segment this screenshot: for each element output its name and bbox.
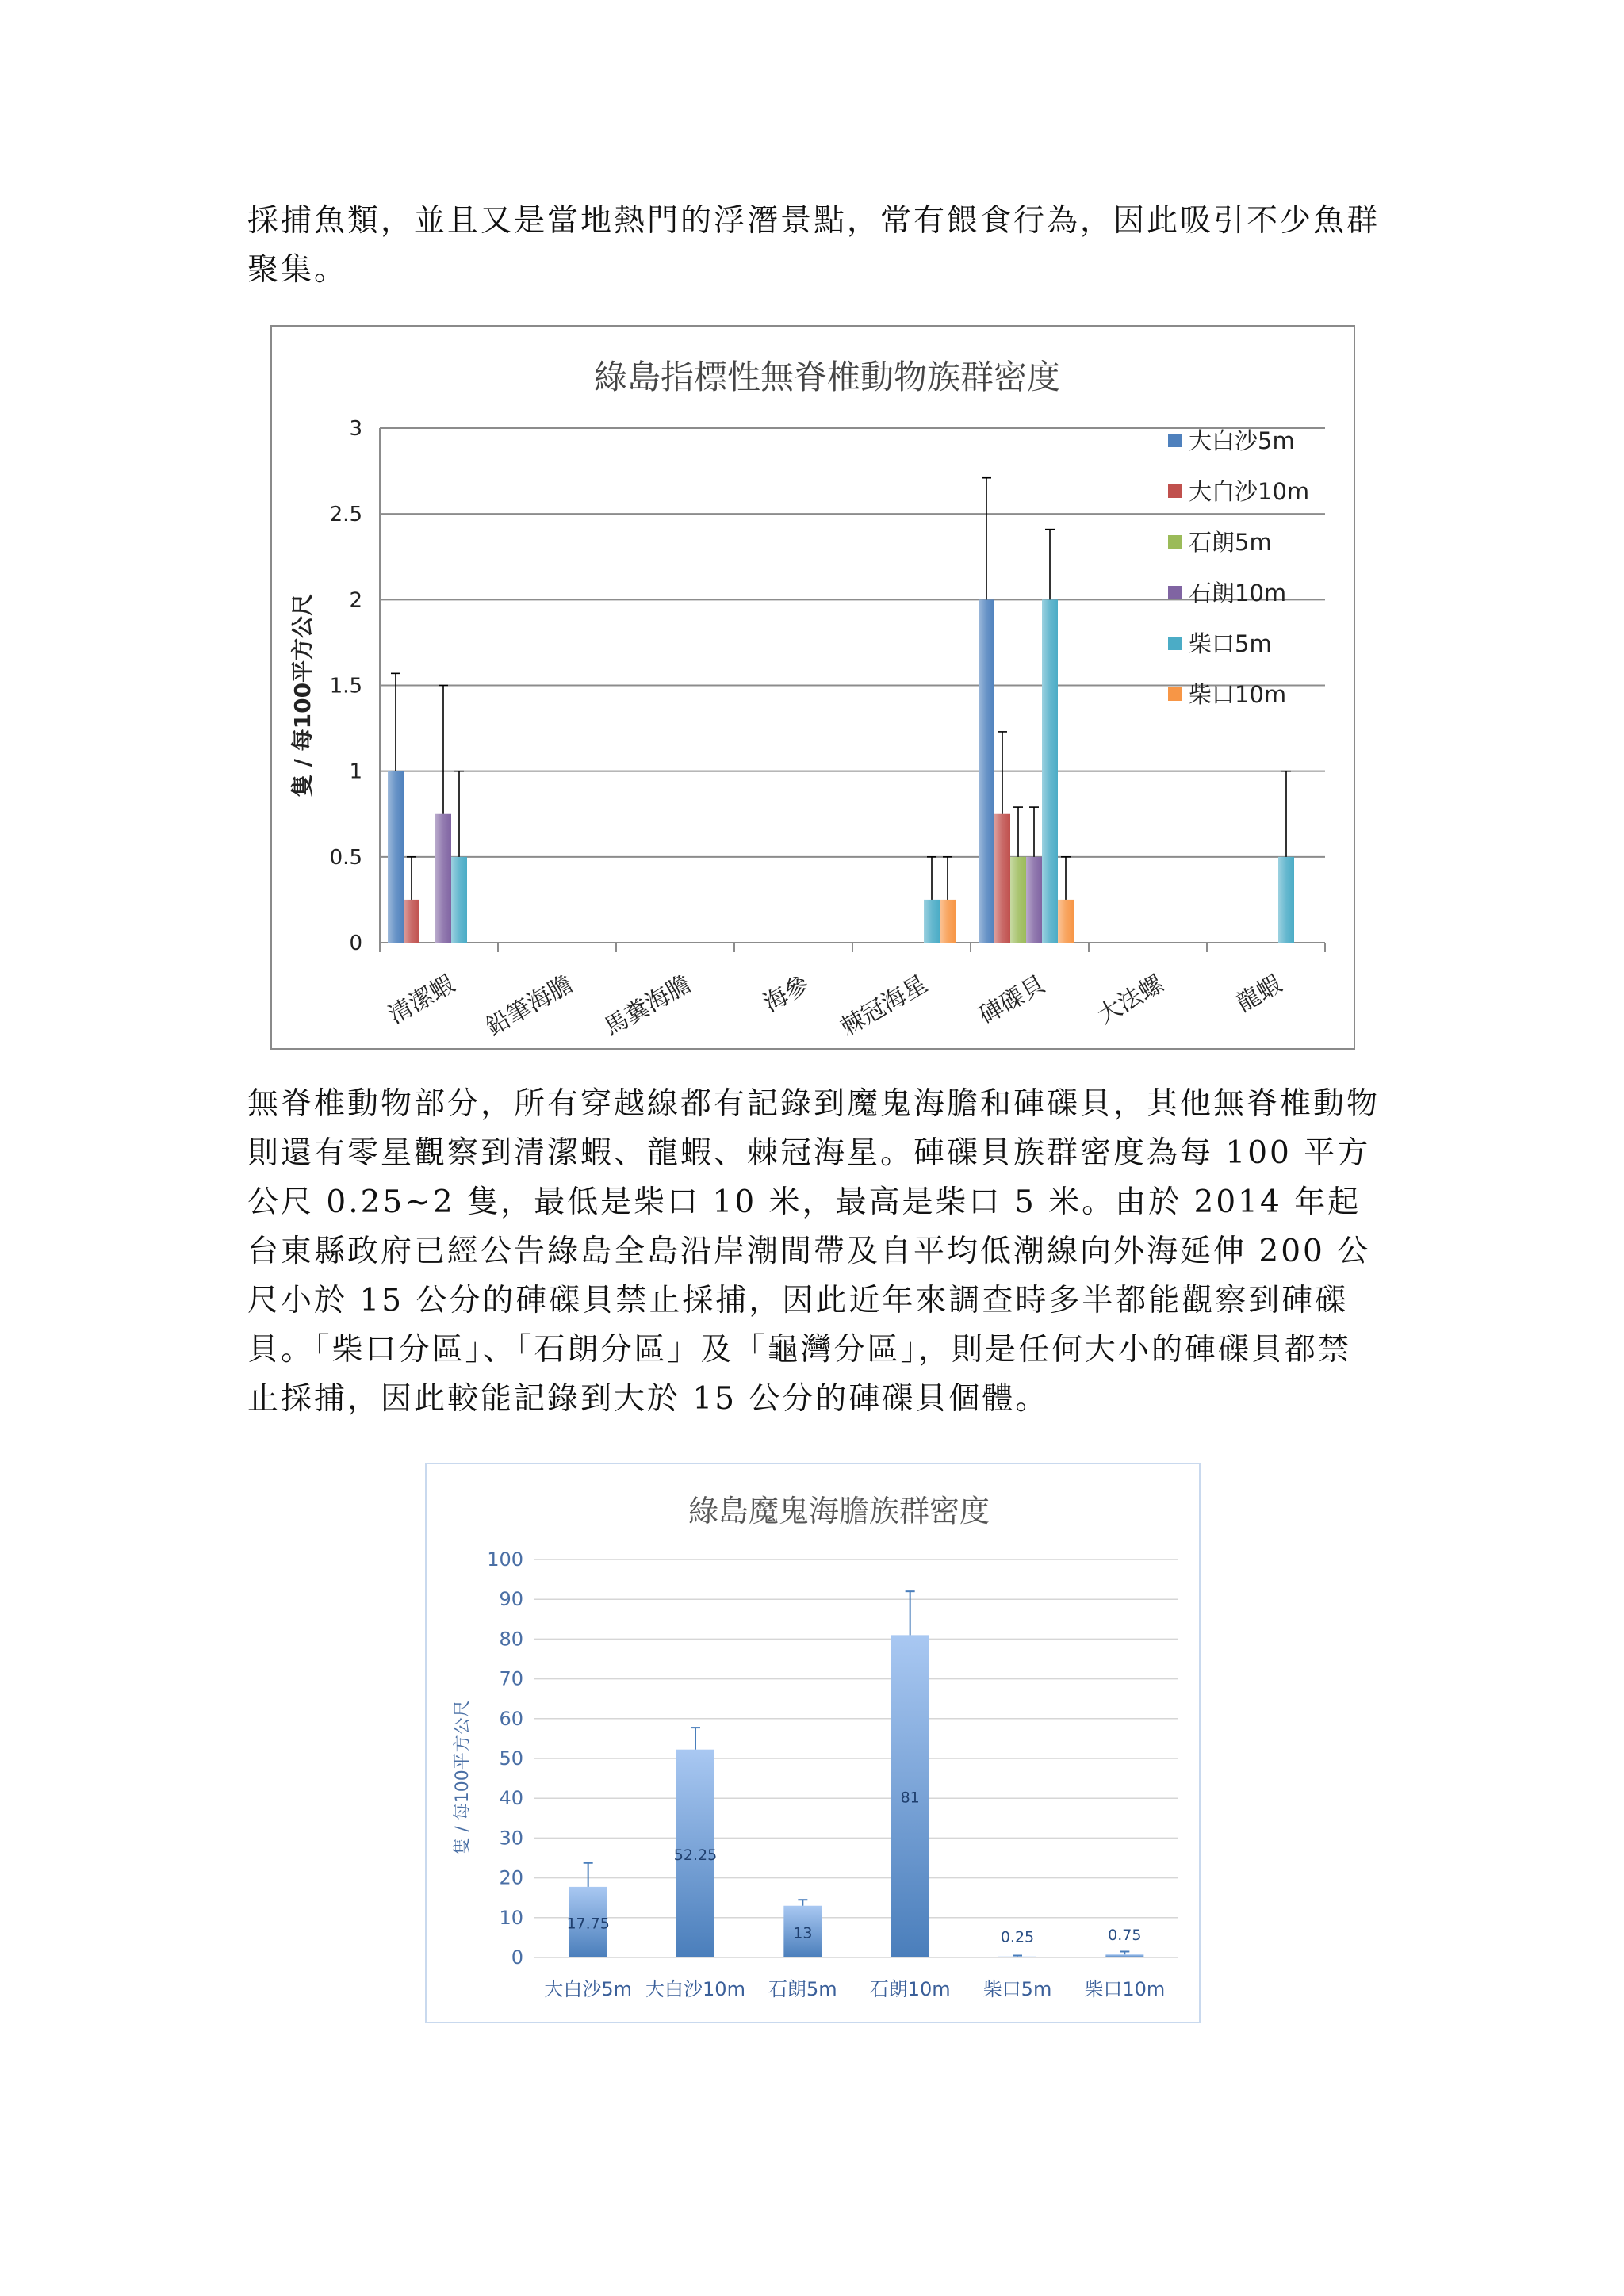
- sea-urchin-density-chart: [425, 1463, 1201, 2023]
- bar: [1058, 900, 1074, 943]
- y-tick-label: 80: [499, 1628, 523, 1651]
- legend-swatch: [1168, 586, 1182, 599]
- x-tick-labels: [544, 1978, 1165, 2000]
- data-label: 17.75: [566, 1915, 610, 1933]
- legend-label: 柴口5m: [1189, 630, 1272, 657]
- x-tick-label: 石朗5m: [768, 1978, 837, 2000]
- y-tick-label: 3: [349, 417, 362, 441]
- body-paragraph-2: 無脊椎動物部分，所有穿越線都有記錄到魔鬼海膽和硨磲貝，其他無脊椎動物則還有零星觀察到清潔蝦、龍蝦、棘冠海星。硨磲貝族群密度為每 100 平方公尺 0.25~2 隻，最低是柴口 10 米，最高是柴口 5 米。由於 2014 年起台東縣政府已經公告綠島全島沿岸潮間帶及自平均低潮線向外海延伸 200 公尺小於 15 公分的硨磲貝禁止採捕，因此近年來調查時多半都能觀察到硨磲貝。「柴口分區」、「石朗分區」及「龜灣分區」，則是任何大小的硨磲貝都禁止採捕，因此較能記錄到大於 15 公分的硨磲貝個體。: [247, 1086, 1381, 1417]
- bar-series: [388, 478, 1294, 943]
- legend-label: 石朗10m: [1189, 580, 1287, 607]
- y-tick-label: 2.5: [329, 503, 362, 527]
- y-axis-label: 隻 / 每100平方公尺: [289, 593, 316, 798]
- y-tick-label: 50: [499, 1747, 523, 1770]
- data-label: 13: [793, 1924, 813, 1942]
- chart-title: 綠島指標性無脊椎動物族群密度: [593, 358, 1061, 396]
- x-tick-label: 龍蝦: [1231, 970, 1287, 1018]
- y-tick-label: 0: [349, 932, 362, 955]
- bar: [1278, 857, 1294, 943]
- bar: [435, 814, 451, 943]
- x-tick-label: 石朗10m: [869, 1978, 951, 2000]
- invertebrate-density-chart: [270, 325, 1355, 1050]
- y-tick-label: 100: [487, 1548, 523, 1571]
- y-tick-label: 10: [499, 1906, 523, 1929]
- y-tick-label: 2: [349, 588, 362, 613]
- data-label: 0.25: [1000, 1928, 1035, 1946]
- x-tick-label: 柴口5m: [982, 1978, 1052, 2000]
- legend-label: 大白沙5m: [1189, 427, 1295, 454]
- bar: [979, 599, 994, 943]
- x-tick-label: 柴口10m: [1084, 1978, 1166, 2000]
- gridlines: [534, 1559, 1178, 1957]
- bar: [1010, 857, 1026, 943]
- x-tick-label: 大白沙10m: [645, 1978, 745, 2000]
- legend-label: 柴口10m: [1189, 681, 1287, 708]
- y-tick-label: 40: [499, 1787, 523, 1810]
- legend-swatch: [1168, 484, 1182, 498]
- bar: [940, 900, 956, 943]
- x-tick-label: 鉛筆海膽: [481, 970, 578, 1042]
- bar: [404, 900, 419, 943]
- data-label: 52.25: [673, 1846, 718, 1864]
- bar: [1026, 857, 1042, 943]
- legend-label: 石朗5m: [1189, 529, 1272, 556]
- y-tick-label: 90: [499, 1588, 523, 1611]
- sea-urchin-density-chart-svg: [427, 1464, 1199, 2022]
- x-tick-label: 海參: [759, 970, 814, 1018]
- y-tick-labels: [487, 1548, 523, 1969]
- y-tick-label: 20: [499, 1866, 523, 1889]
- body-paragraph-1: 採捕魚類，並且又是當地熱門的浮潛景點，常有餵食行為，因此吸引不少魚群聚集。: [247, 203, 1381, 288]
- y-tick-label: 70: [499, 1667, 523, 1690]
- y-tick-labels: [330, 417, 362, 955]
- bar: [1105, 1954, 1143, 1957]
- y-tick-label: 1.5: [329, 674, 362, 698]
- bar: [451, 857, 467, 943]
- x-tick-label: 馬糞海膽: [599, 970, 696, 1042]
- legend-swatch: [1168, 434, 1182, 447]
- invertebrate-density-chart-svg: [272, 327, 1354, 1048]
- x-tick-label: 清潔蝦: [384, 970, 460, 1030]
- y-tick-label: 0: [511, 1946, 523, 1969]
- x-tick-label: 硨磲貝: [975, 970, 1051, 1030]
- y-tick-label: 0.5: [329, 845, 362, 870]
- chart-title: 綠島魔鬼海膽族群密度: [688, 1494, 990, 1529]
- y-axis-label: 隻 / 每100平方公尺: [453, 1700, 473, 1855]
- bar: [994, 814, 1010, 943]
- legend-label: 大白沙10m: [1189, 478, 1310, 505]
- y-tick-label: 30: [499, 1827, 523, 1850]
- x-tick-labels: [384, 970, 1286, 1042]
- data-label: 0.75: [1108, 1927, 1142, 1945]
- legend-swatch: [1168, 637, 1182, 650]
- y-tick-label: 1: [349, 760, 362, 784]
- legend-swatch: [1168, 535, 1182, 549]
- y-tick-label: 60: [499, 1707, 523, 1730]
- legend-swatch: [1168, 687, 1182, 701]
- bar: [1042, 599, 1058, 943]
- x-tick-label: 大法螺: [1093, 970, 1169, 1030]
- x-tick-label: 大白沙5m: [544, 1978, 632, 2000]
- bar: [388, 771, 404, 943]
- gridlines: [380, 428, 1325, 952]
- bar-series: [566, 1591, 1143, 1957]
- chart-legend: [1168, 427, 1309, 708]
- bar: [924, 900, 940, 943]
- x-tick-label: 棘冠海星: [836, 970, 933, 1042]
- data-label: 81: [900, 1789, 920, 1807]
